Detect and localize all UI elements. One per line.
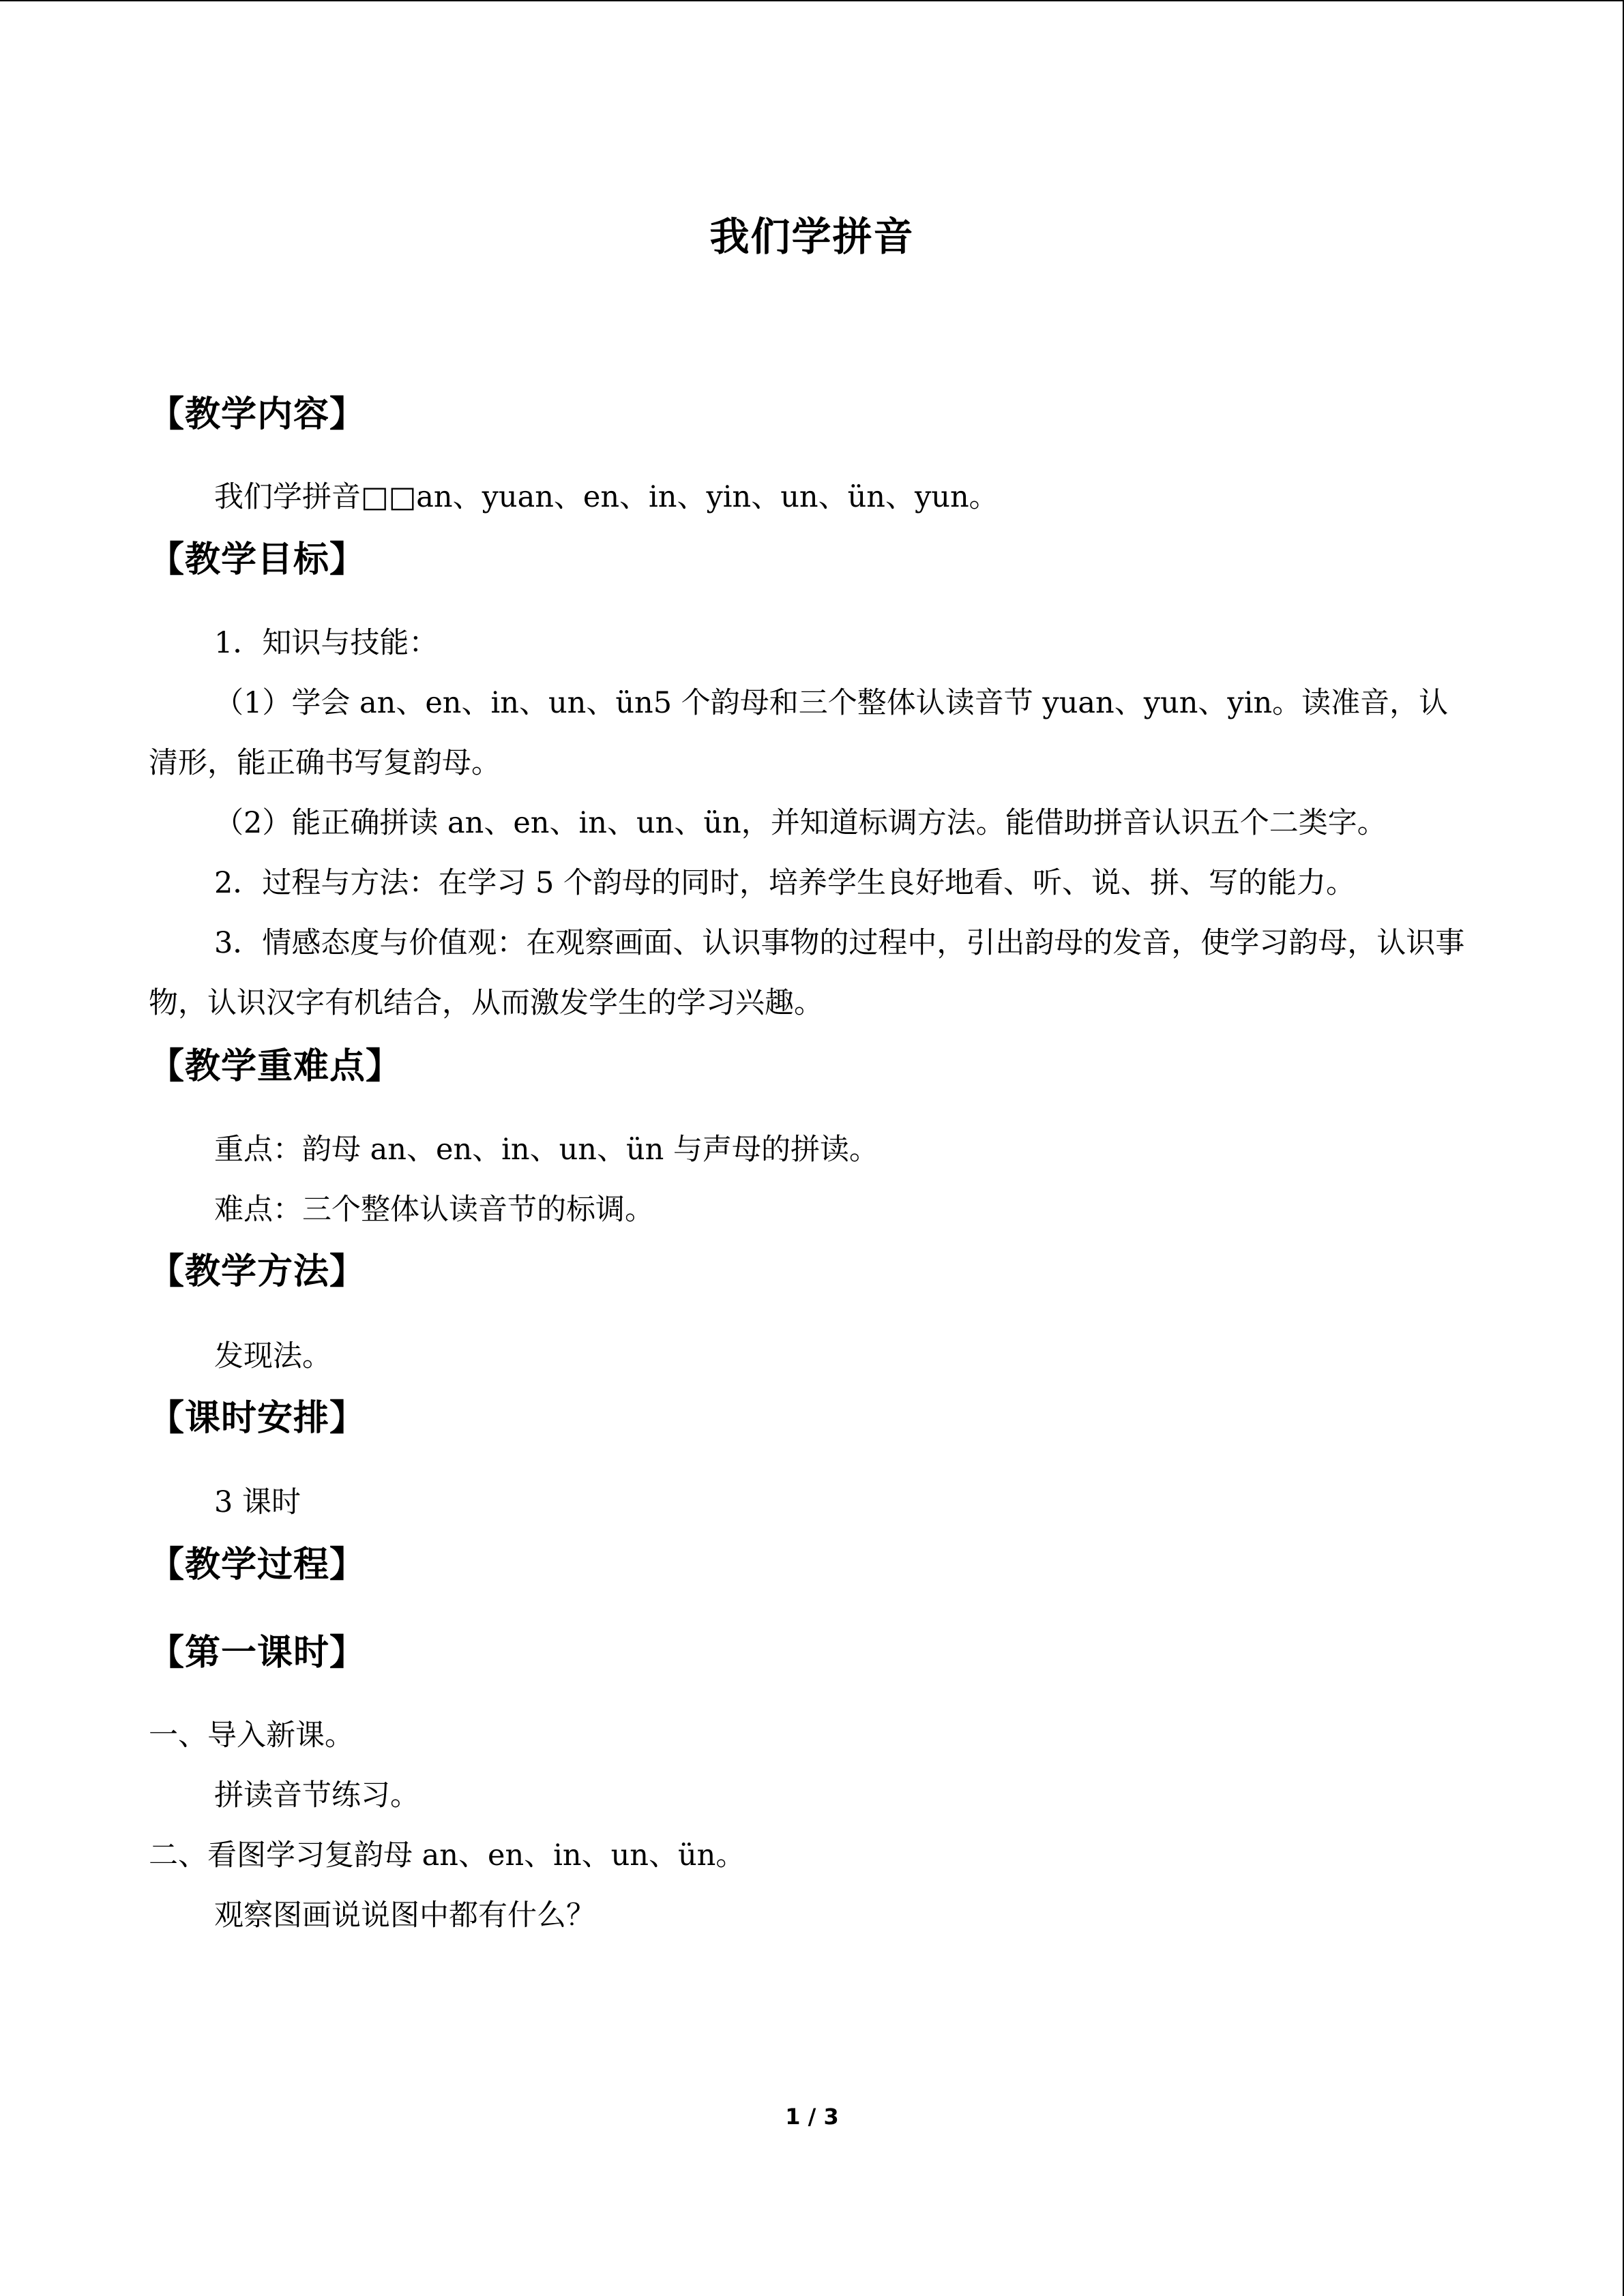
paragraph-goal-1-2: （2）能正确拼读 an、en、in、un、ün，并知道标调方法。能借助拼音认识五个二类字。 [214,806,1387,840]
paragraph-goal-1-1: （1）学会 an、en、in、un、ün5 个韵母和三个整体认读音节 yuan、yun、yin。读准音，认清形，能正确书写复韵母。 [149,686,1449,780]
paragraph-goal-1: 1．知识与技能： [214,626,439,660]
paragraph-schedule: 3 课时 [214,1485,301,1519]
paragraph-goal-3: 3．情感态度与价值观：在观察画面、认识事物的过程中，引出韵母的发音，使学习韵母，认识事物，认识汉字有机结合，从而激发学生的学习兴趣。 [149,926,1465,1020]
heading-teaching-process: 【教学过程】 [149,1545,366,1585]
paragraph-goal-2: 2．过程与方法：在学习 5 个韵母的同时，培养学生良好地看、听、说、拼、写的能力。 [214,866,1356,900]
heading-schedule: 【课时安排】 [149,1398,366,1439]
step-2-text: 观察图画说说图中都有什么？ [214,1898,595,1933]
step-1-title: 一、导入新课。 [149,1718,354,1753]
heading-first-lesson: 【第一课时】 [149,1632,366,1673]
page-number: 1 / 3 [785,2104,839,2130]
paragraph-key-point: 重点：韵母 an、en、in、un、ün 与声母的拼读。 [214,1133,879,1167]
step-2-title: 二、看图学习复韵母 an、en、in、un、ün。 [149,1838,745,1873]
paragraph-teaching-method: 发现法。 [214,1339,331,1373]
paragraph-teaching-content: 我们学拼音□□an、yuan、en、in、yin、un、ün、yun。 [214,480,999,514]
paragraph-difficult-point: 难点：三个整体认读音节的标调。 [214,1193,654,1227]
heading-teaching-content: 【教学内容】 [149,394,366,435]
heading-teaching-method: 【教学方法】 [149,1251,366,1292]
heading-teaching-goals: 【教学目标】 [149,539,366,580]
heading-key-difficult-points: 【教学重难点】 [149,1046,402,1087]
document-title: 我们学拼音 [709,213,915,260]
step-1-text: 拼读音节练习。 [214,1778,419,1813]
